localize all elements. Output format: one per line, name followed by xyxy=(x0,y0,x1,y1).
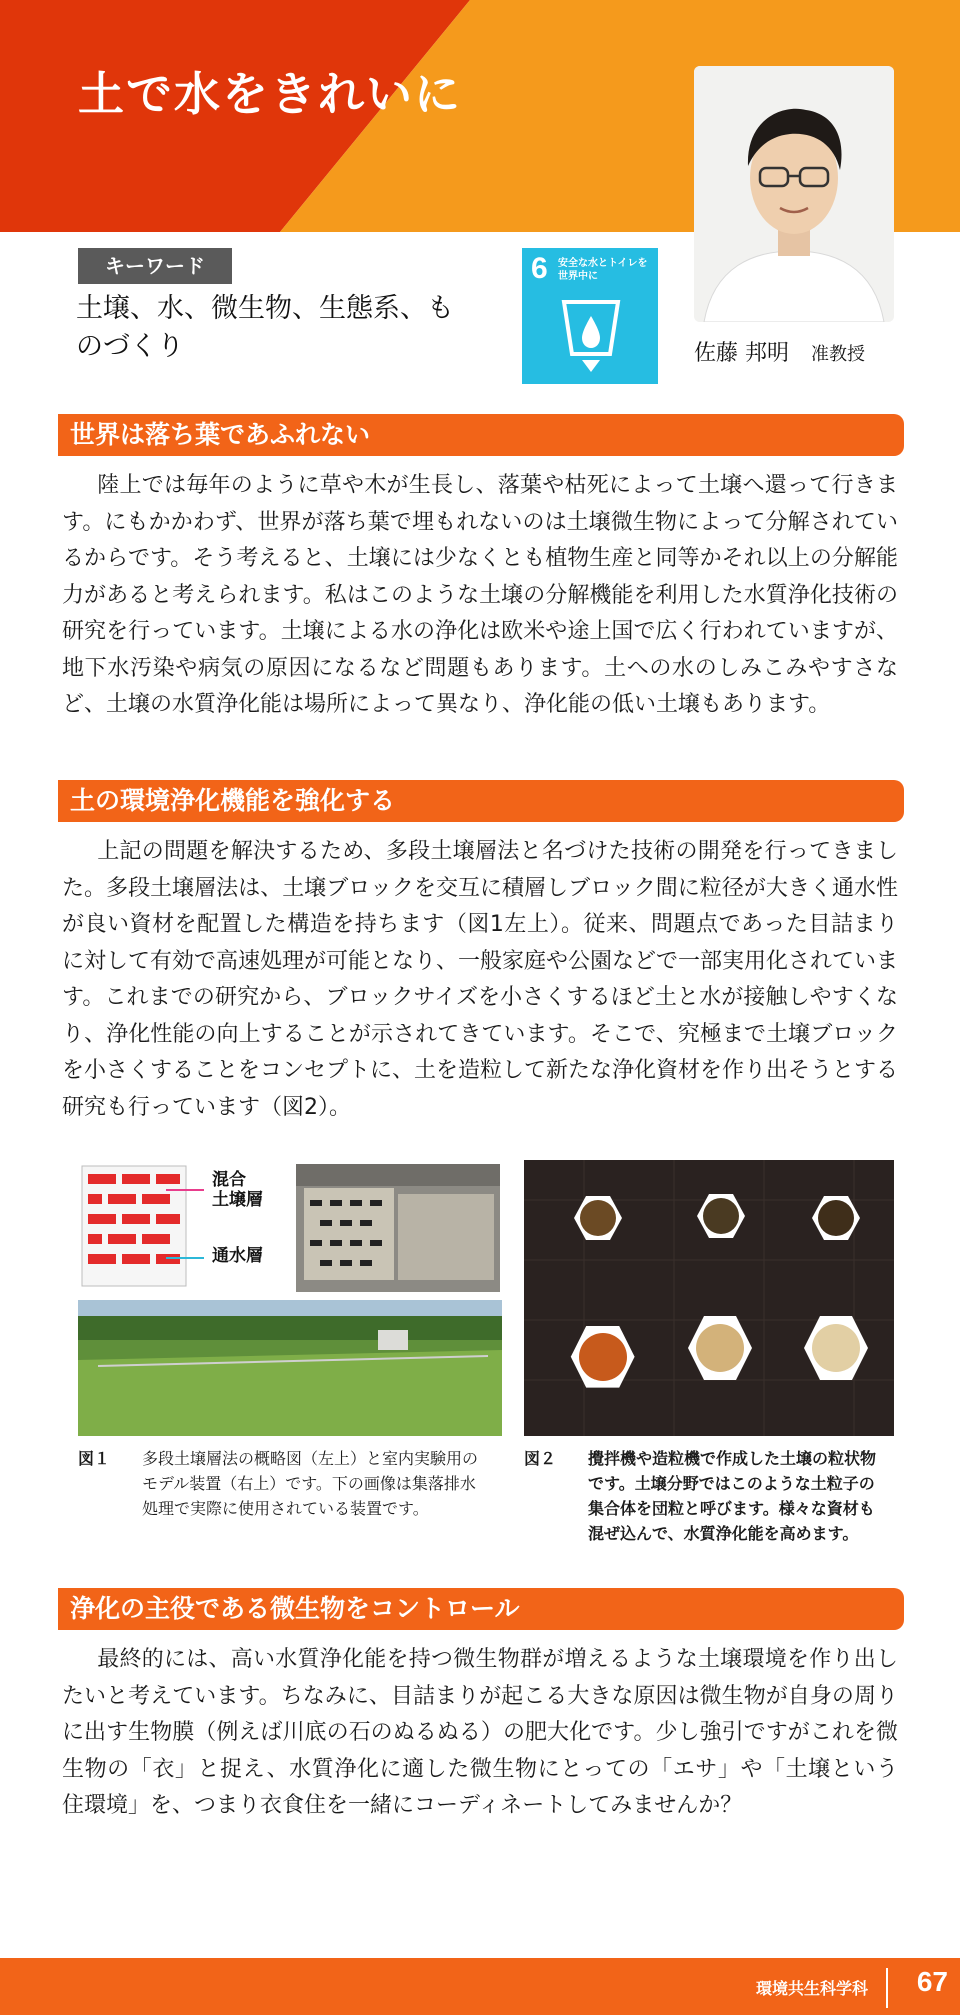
sdg-label: 安全な水とトイレを世界中に xyxy=(558,258,648,282)
sdg-badge xyxy=(522,248,658,384)
page-footer xyxy=(0,1958,960,2015)
author-name: 佐藤 邦明 xyxy=(694,341,789,366)
figure-2-caption xyxy=(524,1446,894,1566)
section-body-3: 最終的には、高い水質浄化能を持つ微生物群が増えるような土壌環境を作り出したいと考えています。ちなみに、目詰まりが起こる大きな原因は微生物が自身の周りに出す生物膜（例えば川底の石のぬるぬる）の肥大化です。少し強引ですがこれを微生物の「衣」と捉え、水質浄化に適した微生物にとっての「エサ」や「土壌という住環境」を、つまり衣食住を一緒にコーディネートしてみませんか？ xyxy=(62,1647,898,1818)
section-heading-1: 世界は落ち葉であふれない xyxy=(58,414,904,456)
section-body-2: 上記の問題を解決するため、多段土壌層法と名づけた技術の開発を行ってきました。多段土壌層法は、土壌ブロックを交互に積層しブロック間に粒径が大きく通水性が良い資材を配置した構造を持ちます（図1左上）。従来、問題点であった目詰まりに対して有効で高速処理が可能となり、一般家庭や公園などで一部実用化されています。これまでの研究から、ブロックサイズを小さくするほど土と水が接触しやすくなり、浄化性能の向上することが示されてきています。そこで、究極まで土壌ブロックを小さくすることをコンセプトに、土を造粒して新たな浄化資材を作り出そうとする研究も行っています（図2）。 xyxy=(62,839,899,1120)
section-heading-2: 土の環境浄化機能を強化する xyxy=(58,780,904,822)
figure-1-number: 図１ xyxy=(78,1449,111,1468)
figure-2-image xyxy=(524,1160,894,1436)
figure-1-image xyxy=(78,1160,502,1436)
keyword-label: キーワード xyxy=(78,248,232,284)
diagram-label-permeable: 通水層 xyxy=(212,1246,263,1266)
figure-2-caption-text: 攪拌機や造粒機で作成した土壌の粒状物です。土壌分野ではこのような土粒子の集合体を団粒と呼びます。様々な資材も混ぜ込んで、水質浄化能を高めます。 xyxy=(588,1449,877,1543)
keyword-text: 土壌、水、微生物、生態系、ものづくり xyxy=(76,293,454,362)
page-number: 67 xyxy=(916,1966,948,1997)
figure-2-number: 図２ xyxy=(524,1449,557,1468)
section-body-1: 陸上では毎年のように草や木が生長し、落葉や枯死によって土壌へ還って行きます。にもかかわず、世界が落ち葉で埋もれないのは土壌微生物によって分解されているからです。そう考えると、土壌には少なくとも植物生産と同等かそれ以上の分解能力があると考えられます。私はこのような土壌の分解機能を利用した水質浄化技術の研究を行っています。土壌による水の浄化は欧米や途上国で広く行われていますが、地下水汚染や病気の原因になるなど問題もあります。土への水のしみこみやすさなど、土壌の水質浄化能は場所によって異なり、浄化能の低い土壌もあります。 xyxy=(62,473,898,717)
water-glass-icon xyxy=(558,298,624,376)
figure-1-caption xyxy=(78,1446,502,1546)
figure-1-caption-text: 多段土壌層法の概略図（左上）と室内実験用のモデル装置（右上）です。下の画像は集落排水処理で実際に使用されている装置です。 xyxy=(142,1449,479,1518)
sdg-number: 6 xyxy=(531,252,548,285)
footer-divider xyxy=(886,1968,888,2008)
page-title: 土で水をきれいに xyxy=(78,67,462,121)
diagram-label-mixed: 混合 土壌層 xyxy=(212,1170,263,1210)
author-photo xyxy=(694,66,894,322)
section-heading-3: 浄化の主役である微生物をコントロール xyxy=(58,1588,904,1630)
footer-department: 環境共生科学科 xyxy=(755,1979,868,1998)
author-name-line xyxy=(694,336,926,367)
author-role: 准教授 xyxy=(811,344,865,365)
